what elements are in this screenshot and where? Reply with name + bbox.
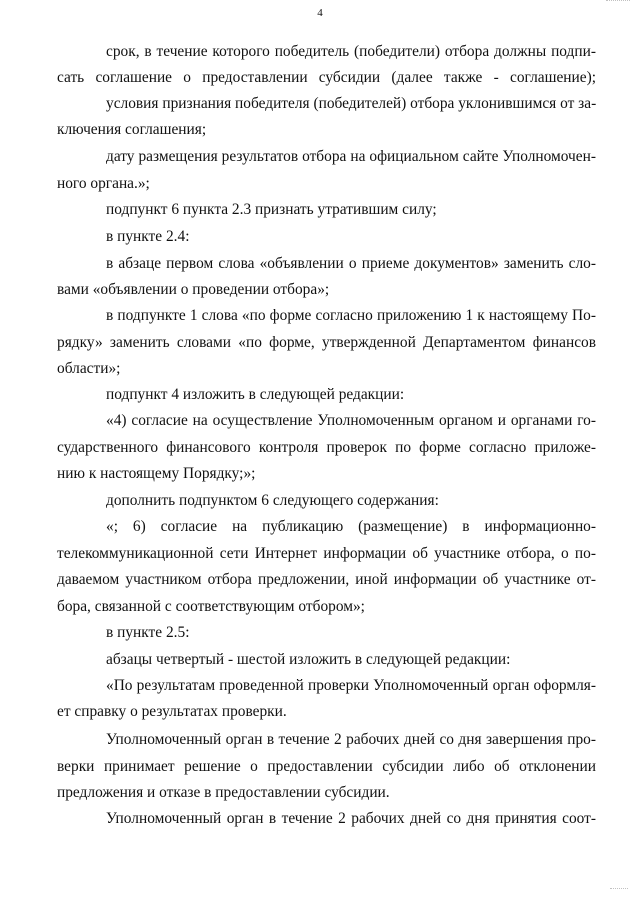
text-line: области»; xyxy=(57,360,121,377)
text-line: в пункте 2.5: xyxy=(106,624,190,641)
text-line: подпункт 4 изложить в следующей редакции: xyxy=(106,386,405,403)
text-line: Уполномоченный орган в течение 2 рабочих дней со дня принятия соот- xyxy=(106,810,596,827)
text-line: ного органа.»; xyxy=(57,175,150,192)
text-line: телекоммуникационной сети Интернет информации об участнике отбора, о по- xyxy=(57,545,596,562)
text-line: подпункт 6 пункта 2.3 признать утратившим силу; xyxy=(106,201,437,218)
text-line: дату размещения результатов отбора на официальном сайте Уполномочен- xyxy=(106,148,596,165)
text-line: «; 6) согласие на публикацию (размещение) в информационно- xyxy=(106,518,596,535)
text-line: нию к настоящему Порядку;»; xyxy=(57,465,256,482)
text-line: условия признания победителя (победителей) отбора уклонившимся от за- xyxy=(106,95,597,112)
text-line: абзацы четвертый - шестой изложить в следующей редакции: xyxy=(106,651,511,668)
text-line: Уполномоченный орган в течение 2 рабочих дней со дня завершения про- xyxy=(106,731,596,748)
text-line: даваемом участником отбора предложении, иной информации об участнике от- xyxy=(57,571,596,588)
text-line: вами «объявлении о проведении отбора»; xyxy=(57,281,330,298)
scan-corner-mark xyxy=(610,888,628,893)
text-line: рядку» заменить словами «по форме, утвержденной Департаментом финансов xyxy=(57,334,596,351)
text-line: в абзаце первом слова «объявлении о приеме документов» заменить сло- xyxy=(106,255,596,272)
text-line: ключения соглашения; xyxy=(57,121,207,138)
text-line: предложения и отказе в предоставлении субсидии. xyxy=(57,784,390,801)
text-line: сударственного финансового контроля проверок по форме согласно приложе- xyxy=(57,439,596,456)
text-line: в подпункте 1 слова «по форме согласно приложению 1 к настоящему По- xyxy=(106,307,596,324)
text-line: «По результатам проведенной проверки Уполномоченный орган оформля- xyxy=(106,677,596,694)
text-line: верки принимает решение о предоставлении субсидии либо об отклонении xyxy=(57,758,596,775)
text-line: сать соглашение о предоставлении субсидии (далее также - соглашение); xyxy=(57,69,596,86)
text-line: «4) согласие на осуществление Уполномоченным органом и органами го- xyxy=(106,412,596,429)
text-line: дополнить подпунктом 6 следующего содержания: xyxy=(106,492,439,509)
text-line: ет справку о результатах проверки. xyxy=(57,703,287,720)
text-line: в пункте 2.4: xyxy=(106,228,190,245)
text-line: бора, связанной с соответствующим отбором»; xyxy=(57,598,365,615)
text-line: срок, в течение которого победитель (победители) отбора должны подпи- xyxy=(106,43,596,60)
page-number: 4 xyxy=(317,7,323,19)
